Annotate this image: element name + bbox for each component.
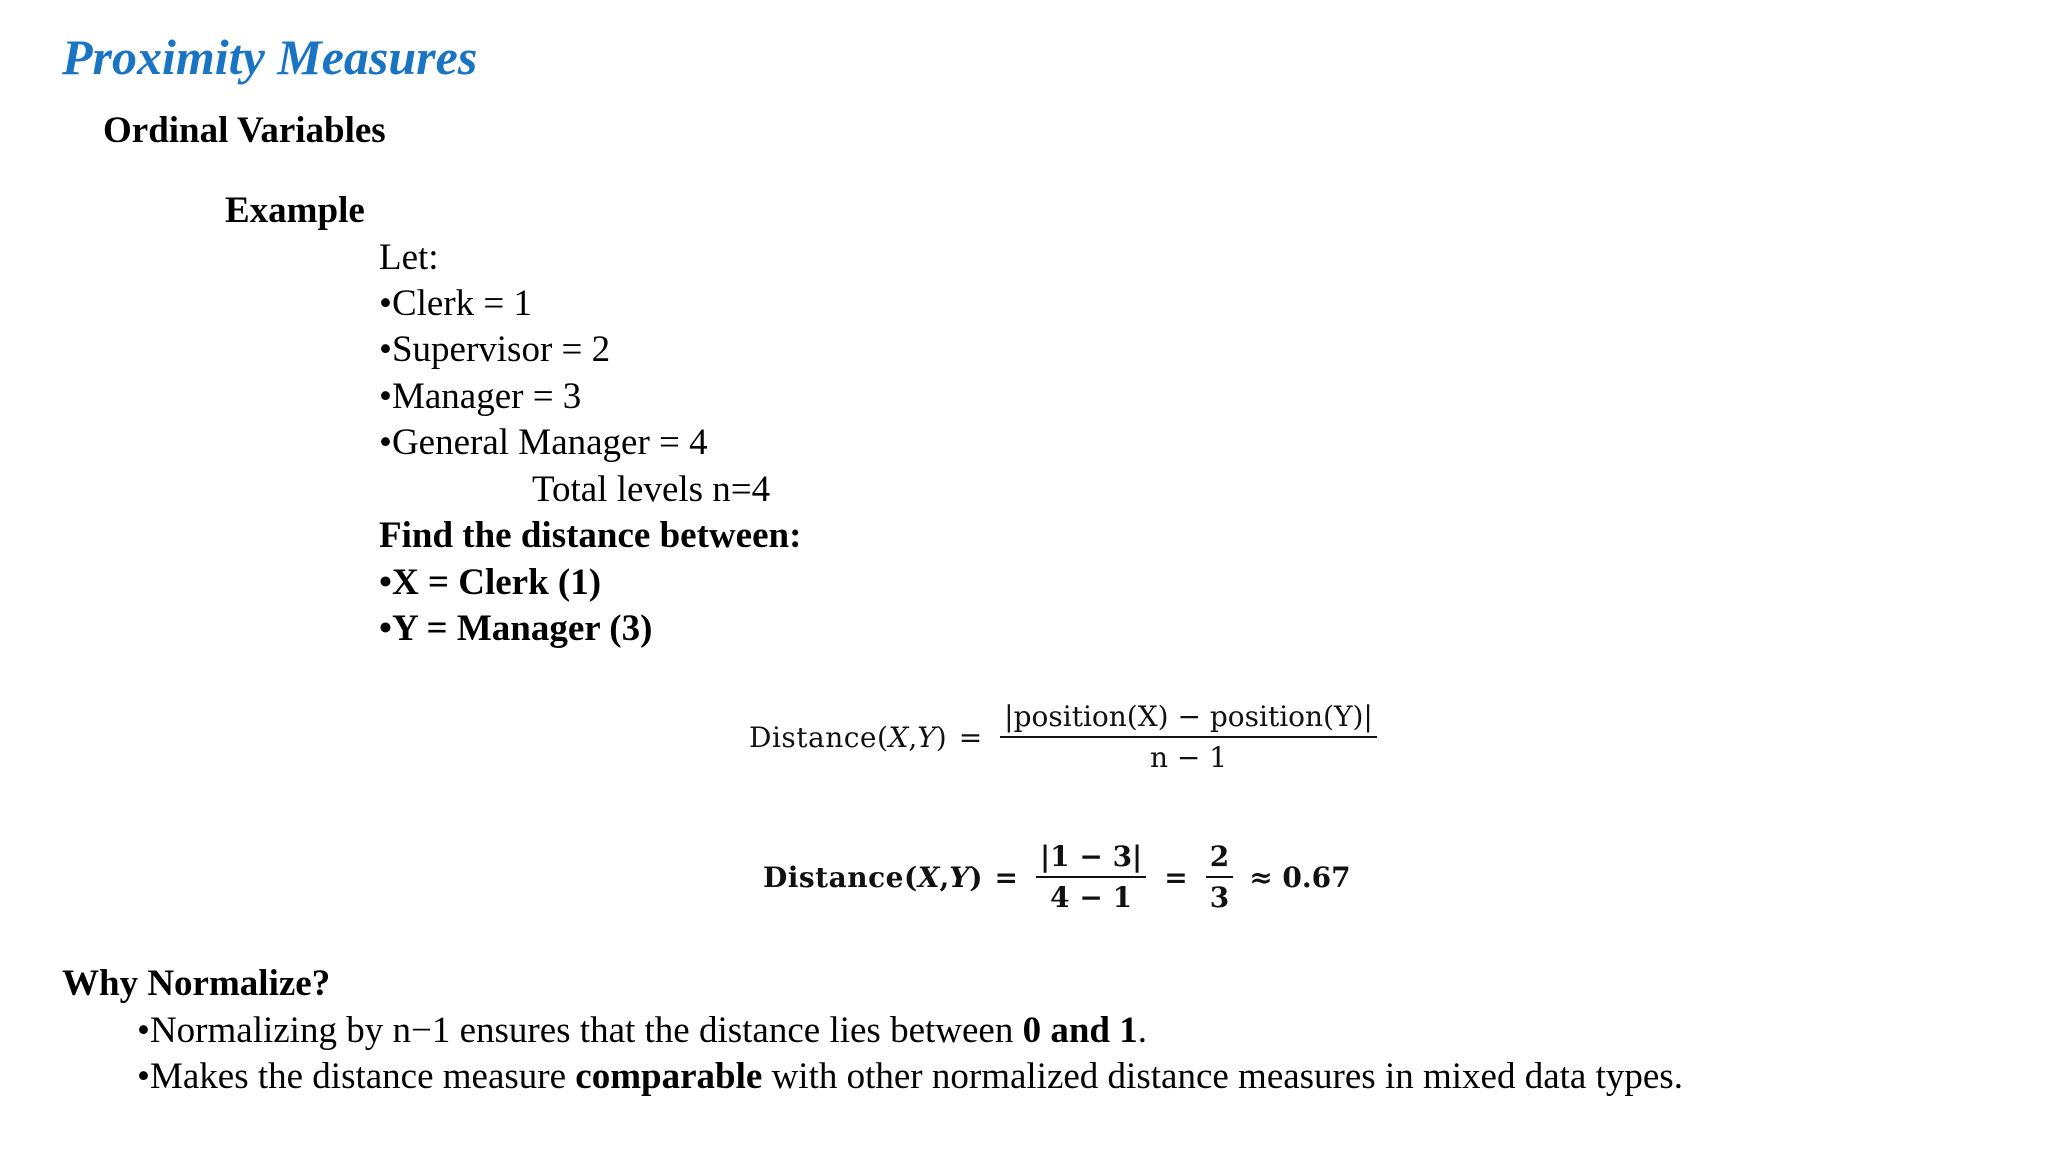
why-line-1 bbox=[137, 1009, 1147, 1052]
worked-equals-2: = bbox=[1164, 860, 1188, 894]
formula-fn: Distance( bbox=[749, 720, 889, 754]
formula-numerator: |position(X) − position(Y)| bbox=[1000, 700, 1377, 738]
formula-var-x: X bbox=[888, 720, 909, 754]
worked-fraction-2-num: 2 bbox=[1206, 840, 1233, 878]
find-heading: Find the distance between: bbox=[379, 515, 802, 556]
pair-x: •X = Clerk (1) bbox=[379, 562, 602, 603]
worked-approx: ≈ 0.67 bbox=[1249, 860, 1351, 894]
level-manager: •Manager = 3 bbox=[379, 376, 582, 417]
slide-title: Proximity Measures bbox=[62, 29, 478, 85]
formula-denominator: n − 1 bbox=[1149, 741, 1228, 774]
section-title: Ordinal Variables bbox=[103, 110, 386, 151]
worked-fn: Distance( bbox=[763, 860, 918, 894]
example-heading: Example bbox=[225, 190, 365, 231]
formula-fraction bbox=[1000, 700, 1377, 774]
why-line-2 bbox=[137, 1055, 1683, 1098]
why-line-2-post: with other normalized distance measures in mixed data types. bbox=[762, 1056, 1683, 1097]
let-label: Let: bbox=[379, 237, 439, 278]
why-line-2-bold: comparable bbox=[575, 1056, 763, 1097]
worked-fraction-2 bbox=[1206, 840, 1233, 914]
worked-sep: , bbox=[939, 860, 950, 894]
worked-fraction-1-num: |1 − 3| bbox=[1036, 840, 1146, 878]
why-line-1-post: . bbox=[1137, 1010, 1148, 1051]
why-heading: Why Normalize? bbox=[62, 963, 331, 1004]
pair-y: •Y = Manager (3) bbox=[379, 608, 653, 649]
level-general-manager: •General Manager = 4 bbox=[379, 422, 708, 463]
formula-sep: , bbox=[908, 720, 918, 754]
distance-formula-general bbox=[749, 700, 1383, 774]
total-levels: Total levels n=4 bbox=[532, 469, 771, 510]
why-line-1-pre: •Normalizing by n−1 ensures that the distance lies between bbox=[137, 1010, 1023, 1051]
worked-close: ) bbox=[969, 860, 983, 894]
worked-fraction-1 bbox=[1036, 840, 1146, 914]
worked-var-x: X bbox=[917, 860, 940, 894]
worked-equals: = bbox=[994, 860, 1018, 894]
worked-var-y: Y bbox=[949, 860, 970, 894]
worked-fraction-2-den: 3 bbox=[1209, 881, 1230, 914]
formula-equals: = bbox=[958, 720, 983, 754]
level-clerk: •Clerk = 1 bbox=[379, 283, 533, 324]
worked-fraction-1-den: 4 − 1 bbox=[1050, 881, 1133, 914]
why-line-1-bold: 0 and 1 bbox=[1022, 1010, 1138, 1051]
level-supervisor: •Supervisor = 2 bbox=[379, 329, 611, 370]
formula-close: ) bbox=[935, 720, 947, 754]
formula-var-y: Y bbox=[917, 720, 936, 754]
why-line-2-pre: •Makes the distance measure bbox=[137, 1056, 576, 1097]
distance-formula-worked bbox=[763, 840, 1351, 914]
